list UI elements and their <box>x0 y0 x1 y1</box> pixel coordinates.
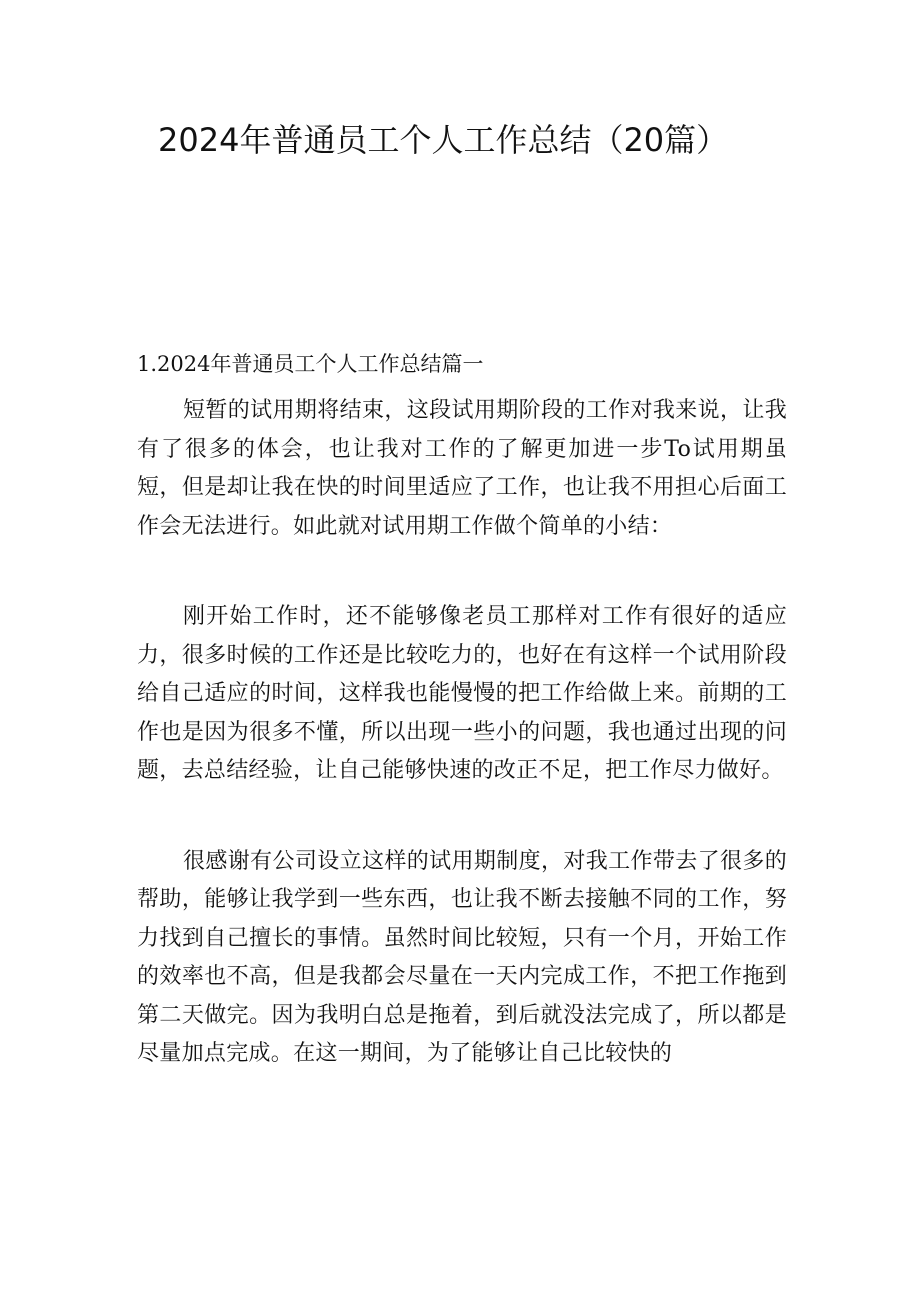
paragraph-3: 很感谢有公司设立这样的试用期制度，对我工作带去了很多的帮助，能够让我学到一些东西，也让我不断去接触不同的工作，努力找到自己擅长的事情。虽然时间比较短，只有一个月，开始工作的效率也不高，但是我都会尽量在一天内完成工作，不把工作拖到第二天做完。因为我明白总是拖着，到后就没法完成了，所以都是尽量加点完成。在这一期间，为了能够让自己比较快的 <box>137 848 787 1066</box>
section-heading: 1.2024年普通员工个人工作总结篇一 <box>137 352 484 376</box>
paragraph-1: 短暂的试用期将结束，这段试用期阶段的工作对我来说，让我有了很多的体会，也让我对工作的了解更加进一步To试用期虽短，但是却让我在快的时间里适应了工作，也让我不用担心后面工作会无法进行。如此就对试用期工作做个简单的小结： <box>137 398 787 539</box>
paragraph-2: 刚开始工作时，还不能够像老员工那样对工作有很好的适应力，很多时候的工作还是比较吃力的，也好在有这样一个试用阶段给自己适应的时间，这样我也能慢慢的把工作给做上来。前期的工作也是因为很多不懂，所以出现一些小的问题，我也通过出现的问题，去总结经验，让自己能够快速的改正不足，把工作尽力做好。 <box>137 604 787 783</box>
document-title: 2024年普通员工个人工作总结（20篇） <box>158 121 729 159</box>
document-body <box>137 392 787 1126</box>
